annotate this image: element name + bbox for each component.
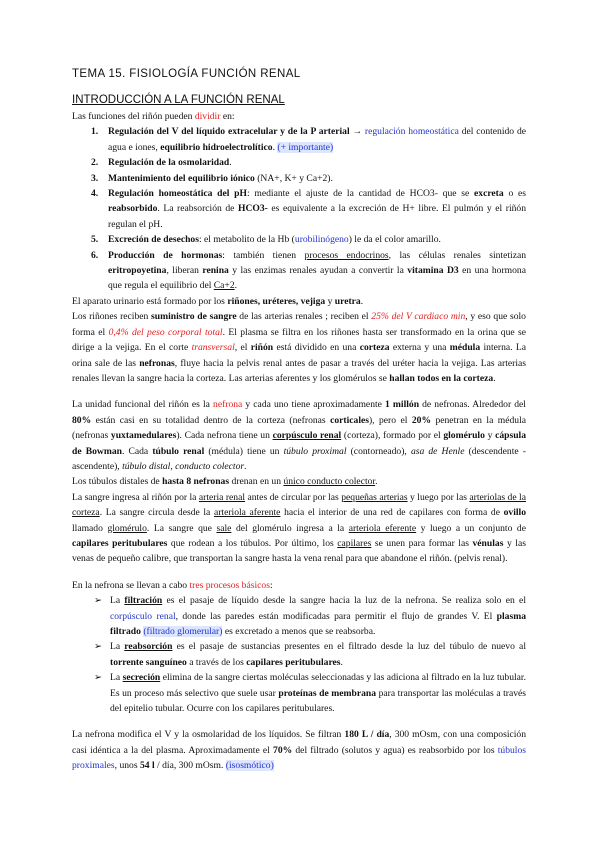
intro-lead: Las funciones del riñón pueden dividir en: [72,111,235,122]
processes-list [94,593,526,716]
list-item: 5. Excreción de desechos: el metabolito de la Hb (urobilinógeno) le da el color amarillo. [91,234,441,246]
page-title: TEMA 15. FISIOLOGÍA FUNCIÓN RENAL [72,68,301,80]
list-item: ➢ La reabsorción es el pasaje de sustancias presentes en el filtrado desde la luz del túbulo de nuevo al torrente sanguíneo a través de los capilares peritubulares. [94,641,526,668]
document-page [72,68,526,774]
arrow-bullet-icon: ➢ [94,641,103,653]
list-item: 1. Regulación del V del líquido extracelular y de la P arterial → regulación homeostática del contenido de agua e iones, equilibrio hidroelectrolítico. (+ importante) [91,126,526,153]
list-item: 6. Producción de hormonas: también tienen procesos endocrinos, las células renales sintetizan eritropoyetina, liberan renina y las enzimas renales ayudan a convertir la vitamina D3 en una hormona que regula el equilibrio del Ca+2. [91,249,527,292]
highlight: (isosmótico) [225,760,274,772]
arrow-bullet-icon: ➢ [94,595,103,607]
list-item: 4. Regulación homeostática del pH: mediante el ajuste de la cantidad de HCO3- que se excreta o es reabsorbido. La reabsorción de HCO3- es equivalente a la excreción de H+ libre. El pulmón y el riñón regulan el pH. [91,188,526,230]
paragraph-urinary-system: El aparato urinario está formado por los riñones, uréteres, vejiga y uretra. [72,295,364,307]
arrow-bullet-icon: ➢ [94,672,103,684]
section-title: INTRODUCCIÓN A LA FUNCIÓN RENAL [72,94,285,106]
processes-lead: En la nefrona se llevan a cabo tres procesos básicos: [72,579,273,591]
paragraph-blood-supply: Los riñones reciben suministro de sangre de las arterias renales ; reciben el 25% del V cardiaco min, y eso que solo forma el 0,4% del peso corporal total. El plasma se filtra en los riñones hasta ser transformado en la orina que se dirige a la vejiga. En el corte transversal, el riñón está dividido en una corteza externa y una médula interna. La orina sale de las nefronas, fluye hacia la pelvis renal antes de pasar a través del uréter hacia la vejiga. Las arterias renales llevan la sangre hacia la corteza. Las arterias aferentes y los glomérulos se hallan todos en la corteza. [72,311,526,384]
paragraph-distal-tubules: Los túbulos distales de hasta 8 nefronas drenan en un único conducto colector. [72,476,378,488]
highlight: (+ importante) [277,141,334,153]
highlight: (filtrado glomerular) [143,626,223,637]
list-item: 2. Regulación de la osmolaridad. [91,157,232,169]
functions-list [91,124,526,293]
paragraph-blood-flow: La sangre ingresa al riñón por la arteria renal antes de circular por las pequeñas arterias y luego por las arteriolas de la corteza. La sangre circula desde la arteriola aferente hacia el interior de una red de capilares con forma de ovillo llamado glomérulo. La sangre que sale del glomérulo ingresa a la arteriola eferente y luego a un conjunto de capilares peritubulares que rodean a los túbulos. Por último, los capilares se unen para formar las vénulas y las venas de pequeño calibre, que transportan la sangre hasta la vena renal para que abandone el riñón. (pelvis renal). [72,491,526,565]
list-item: ➢ La filtración es el pasaje de líquido desde la sangre hacia la luz de la nefrona. Se realiza solo en el corpúsculo renal, donde las paredes están modificadas para permitir el flujo de grandes V. El plasma filtrado (filtrado glomerular) es excretado a menos que se reabsorba. [94,595,526,637]
list-item: 3. Mantenimiento del equilibrio iónico (NA+, K+ y Ca+2). [91,172,333,184]
list-item: ➢ La secreción elimina de la sangre ciertas moléculas seleccionadas y las adiciona al filtrado en la luz tubular. Es un proceso más selectivo que suele usar proteínas de membrana para transportar las moléculas a través del epitelio tubular. Ocurre con los capilares peritubulares. [94,672,527,715]
paragraph-nephron: La unidad funcional del riñón es la nefrona y cada uno tiene aproximadamente 1 millón de nefronas. Alrededor del 80% están casi en su totalidad dentro de la corteza (nefronas corticales), pero el 20% penetran en la médula (nefronas yuxtamedulares). Cada nefrona tiene un corpúsculo renal (corteza), formado por el glomérulo y cápsula de Bowman. Cada túbulo renal (médula) tiene un túbulo proximal (contorneado), asa de Henle (descendente - ascendente), túbulo distal, conducto colector. [72,399,527,472]
paragraph-filtration-volume: La nefrona modifica el V y la osmolaridad de los líquidos. Se filtran 180 L / día, 300 mOsm, con una composición casi idéntica a la del plasma. Aproximadamente el 70% del filtrado (solutos y agua) es reabsorbido por los túbulos proximales, unos 54 l / día, 300 mOsm. (isosmótico) [72,729,527,772]
